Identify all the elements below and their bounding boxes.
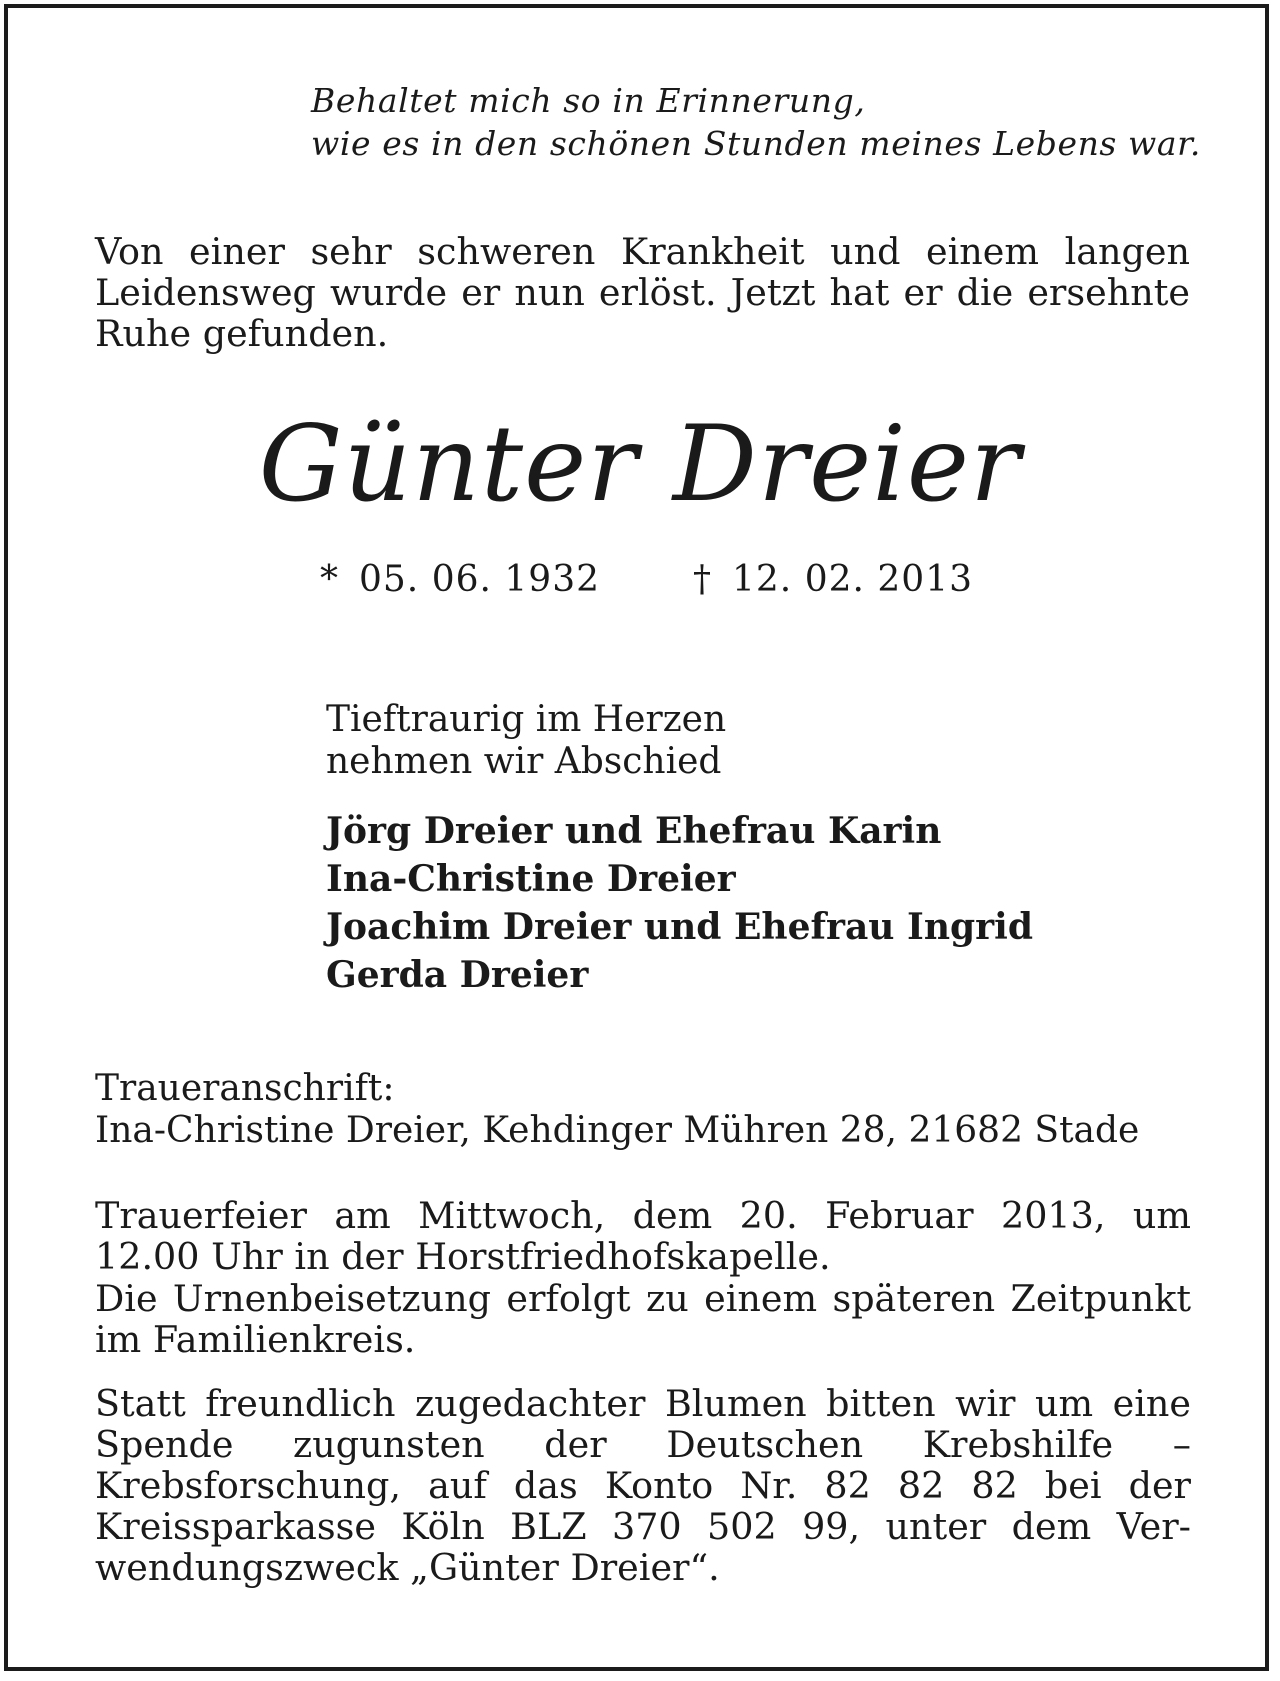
deceased-name: Günter Dreier xyxy=(258,403,1022,525)
address-value: Ina-Christine Dreier, Kehdinger Mühren 28, 21682 Stade xyxy=(95,1110,1140,1151)
death-symbol: † xyxy=(693,559,712,600)
motto-line-2: wie es in den schönen Stunden meines Lebens war. xyxy=(311,124,1202,163)
urn-burial-info: Die Urnenbeisetzung erfolgt zu einem späteren Zeitpunkt im Familienkreis. xyxy=(95,1277,1191,1361)
donation-request: Statt freundlich zugedachter Blumen bitten wir um eine Spende zugunsten der Deutschen Krebshilfe – Krebsforschung, auf das Konto Nr. 82 82 82 bei der Kreissparkasse Köln BLZ 370 502 99, unter dem Verwendungszweck „Günter Dreier“. xyxy=(95,1382,1191,1589)
birth-symbol: * xyxy=(320,559,339,600)
birth-date-group xyxy=(320,558,600,602)
address-label: Traueranschrift: xyxy=(95,1068,395,1109)
motto-line-1: Behaltet mich so in Erinnerung, xyxy=(311,81,866,120)
mourning-line-1: Tieftraurig im Herzen xyxy=(326,699,727,740)
mourning-line-2: nehmen wir Abschied xyxy=(326,741,722,782)
family-list xyxy=(326,807,1033,999)
death-date-group xyxy=(693,558,973,602)
family-member: Ina-Christine Dreier xyxy=(326,858,736,900)
mourning-statement xyxy=(326,699,726,783)
family-member: Joachim Dreier und Ehefrau Ingrid xyxy=(326,906,1033,948)
family-member: Jörg Dreier und Ehefrau Karin xyxy=(326,810,942,852)
birth-date: 05. 06. 1932 xyxy=(359,559,601,600)
death-date: 12. 02. 2013 xyxy=(732,559,974,600)
family-member: Gerda Dreier xyxy=(326,954,589,996)
mourning-address xyxy=(95,1068,1139,1152)
intro-paragraph: Von einer sehr schweren Krankheit und einem langen Leidensweg wurde er nun erlöst. Jetzt hat er die ersehnte Ruhe gefunden. xyxy=(95,230,1190,355)
motto-quote xyxy=(311,79,1202,165)
ceremony-info: Trauerfeier am Mittwoch, dem 20. Februar 2013, um 12.00 Uhr in der Horstfriedhofskapelle. xyxy=(95,1194,1191,1278)
